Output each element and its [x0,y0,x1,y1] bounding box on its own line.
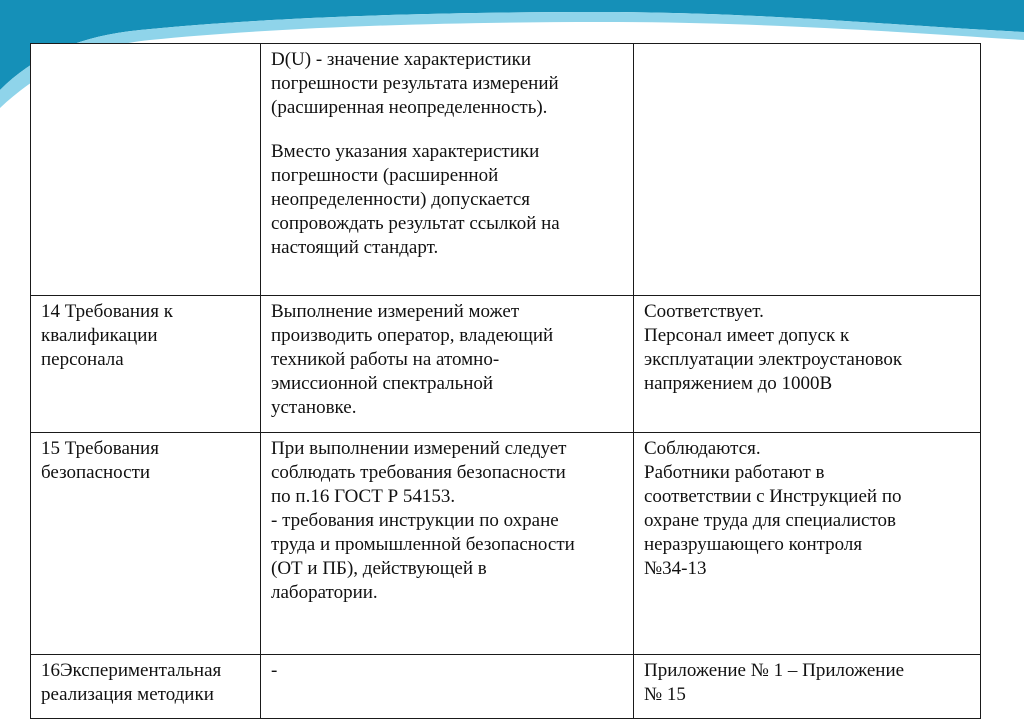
cell-text-line: 14 Требования к [41,301,173,322]
cell-text-line: напряжением до 1000В [644,373,833,394]
cell-text-line: 15 Требования [41,438,159,459]
cell-text-line: безопасности [41,462,151,483]
paragraph-gap [271,120,625,140]
cell-text-line: техникой работы на атомно- [271,349,500,370]
cell-text-line: лаборатории. [271,582,378,603]
cell-text-line: Соблюдаются. [644,438,761,459]
cell-text-line: неразрушающего контроля [644,534,863,555]
cell-text-line: производить оператор, владеющий [271,325,554,346]
cell-text-line: (ОТ и ПБ), действующей в [271,558,487,579]
cell-method-requirement [261,433,634,655]
cell-criterion [31,44,261,296]
cell-criterion [31,655,261,719]
cell-compliance [634,433,981,655]
cell-method-requirement [261,655,634,719]
cell-method-requirement [261,44,634,296]
cell-text-line: - требования инструкции по охране [271,510,559,531]
cell-text-line: соблюдать требования безопасности [271,462,566,483]
cell-compliance [634,655,981,719]
cell-text-line: эксплуатации электроустановок [644,349,903,370]
table-row [31,44,981,296]
cell-text-line: реализация методики [41,684,214,705]
cell-text-line: № 15 [644,684,686,705]
cell-text-line: D(U) - значение характеристики [271,49,532,70]
cell-text-line: Выполнение измерений может [271,301,520,322]
cell-text-line: Работники работают в [644,462,825,483]
table-row [31,433,981,655]
cell-text-line: Соответствует. [644,301,764,322]
cell-text-line: по п.16 ГОСТ Р 54153. [271,486,456,507]
cell-method-requirement [261,296,634,433]
cell-compliance [634,44,981,296]
cell-text-line: №34-13 [644,558,707,579]
table-row [31,655,981,719]
cell-text-line: установке. [271,397,357,418]
cell-text-line: - [271,660,278,681]
cell-text-line: 16Экспериментальная [41,660,222,681]
cell-text-line: настоящий стандарт. [271,237,439,258]
cell-criterion [31,296,261,433]
cell-text-line: погрешности (расширенной [271,165,499,186]
cell-compliance [634,296,981,433]
cell-text-line: Вместо указания характеристики [271,141,540,162]
cell-text-line: неопределенности) допускается [271,189,531,210]
cell-text-line: При выполнении измерений следует [271,438,567,459]
cell-criterion [31,433,261,655]
cell-text-line: Персонал имеет допуск к [644,325,850,346]
cell-text-line: (расширенная неопределенность). [271,97,548,118]
cell-text-line: персонала [41,349,124,370]
cell-text-line: соответствии с Инструкцией по [644,486,902,507]
requirements-table [30,43,981,719]
cell-text-line: Приложение № 1 – Приложение [644,660,905,681]
cell-text-line: квалификации [41,325,158,346]
cell-text-line: труда и промышленной безопасности [271,534,575,555]
cell-text-line: погрешности результата измерений [271,73,559,94]
cell-text-line: охране труда для специалистов [644,510,896,531]
cell-text-line: эмиссионной спектральной [271,373,494,394]
table-row [31,296,981,433]
cell-text-line: сопровождать результат ссылкой на [271,213,560,234]
